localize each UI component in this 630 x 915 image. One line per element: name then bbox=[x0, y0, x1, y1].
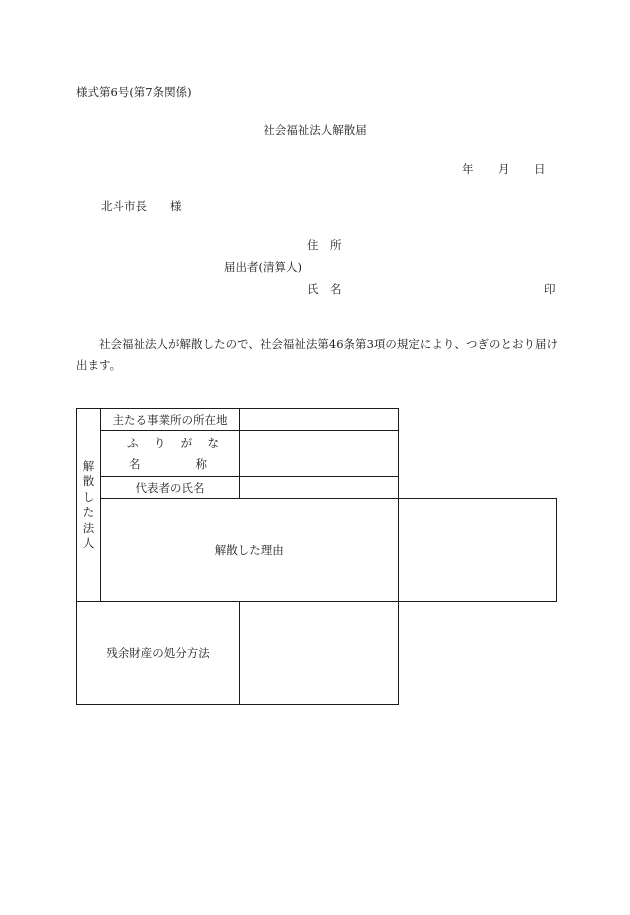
table-row bbox=[77, 477, 557, 499]
document-title: 社会福祉法人解散届 bbox=[263, 123, 367, 137]
table-row bbox=[77, 602, 557, 705]
corporation-name-label bbox=[101, 431, 240, 477]
name-title-label: 名 称 bbox=[129, 456, 207, 471]
office-location-field[interactable] bbox=[240, 409, 399, 431]
table-row bbox=[77, 409, 557, 431]
dissolved-corporation-group-label: 解 散 し た 法 人 bbox=[77, 409, 101, 602]
asset-disposal-label: 残余財産の処分方法 bbox=[77, 602, 240, 705]
form-number: 様式第6号(第7条関係) bbox=[76, 85, 192, 99]
representative-field[interactable] bbox=[240, 477, 399, 499]
name-label: 氏 名 bbox=[307, 282, 342, 296]
date-day-label: 日 bbox=[534, 162, 546, 176]
dissolution-reason-label: 解散した理由 bbox=[101, 499, 399, 602]
date-month-label: 月 bbox=[498, 162, 510, 176]
office-location-label: 主たる事業所の所在地 bbox=[101, 409, 240, 431]
addressee: 北斗市長 様 bbox=[101, 199, 182, 213]
table-row bbox=[77, 431, 557, 477]
asset-disposal-field[interactable] bbox=[240, 602, 399, 705]
date-year-label: 年 bbox=[462, 162, 474, 176]
furigana-label: ふ り が な bbox=[127, 435, 219, 450]
body-text: 社会福祉法人が解散したので、社会福祉法第46条第3項の規定により、つぎのとおり届け出ます。 bbox=[76, 337, 558, 372]
table-row bbox=[77, 499, 557, 602]
dissolution-form-table bbox=[76, 408, 557, 705]
dissolution-reason-field[interactable] bbox=[398, 499, 557, 602]
notifier-label: 届出者(清算人) bbox=[224, 260, 302, 274]
seal-mark: 印 bbox=[544, 282, 556, 296]
corporation-name-field[interactable] bbox=[240, 431, 399, 477]
address-label: 住 所 bbox=[307, 238, 342, 252]
representative-label: 代表者の氏名 bbox=[101, 477, 240, 499]
